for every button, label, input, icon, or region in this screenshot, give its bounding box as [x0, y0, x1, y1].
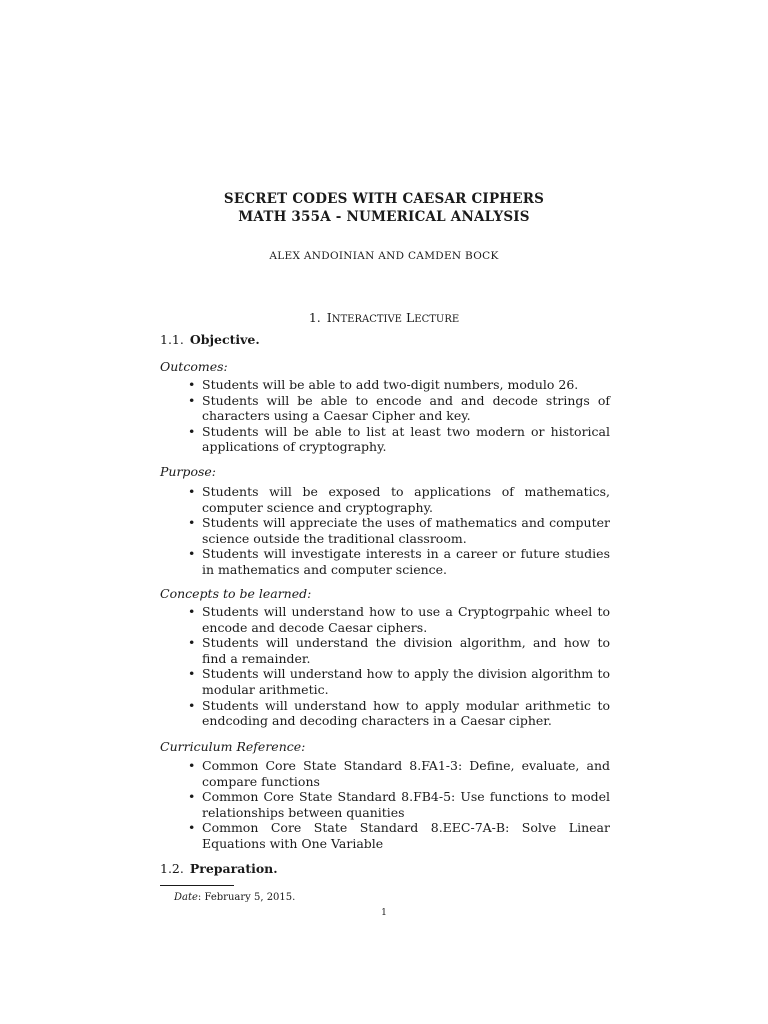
list-item-text: Students will understand how to apply the division algorithm to modular arithmetic. [202, 666, 610, 697]
bullet-icon: • [188, 697, 196, 713]
list-item [172, 484, 610, 515]
bullet-icon: • [188, 666, 196, 682]
list-item-text: Common Core State Standard 8.EEC-7A-B: Solve Linear Equations with One Variable [202, 820, 610, 851]
purpose-list [172, 484, 610, 578]
section-title-rest-2: ECTURE [414, 314, 460, 325]
curriculum-list [172, 758, 610, 852]
bullet-icon: • [188, 484, 196, 499]
bullet-icon: • [188, 423, 196, 439]
list-item-text: Common Core State Standard 8.FA1-3: Define, evaluate, and compare functions [202, 758, 610, 789]
paper-title-line-2: MATH 355A - NUMERICAL ANALYSIS [238, 209, 530, 225]
list-item [172, 820, 610, 851]
list-item [172, 515, 610, 546]
bullet-icon: • [188, 758, 196, 773]
curriculum-label: Curriculum Reference: [160, 739, 306, 754]
page-number: 1 [381, 908, 387, 918]
subsection-objective-heading [160, 332, 260, 347]
section-number: 1. [308, 310, 321, 325]
bullet-icon: • [188, 392, 196, 408]
list-item-text: Students will be able to encode and and decode strings of characters using a Caesar Cipher and key. [202, 392, 610, 424]
list-item [172, 377, 610, 393]
bullet-icon: • [188, 604, 196, 619]
section-title-initial-1: I [326, 310, 332, 325]
subsection-name: Preparation. [189, 861, 278, 876]
concepts-list [172, 604, 610, 729]
subsection-preparation-heading [160, 861, 278, 876]
list-item-text: Students will investigate interests in a career or future studies in mathematics and computer science. [202, 546, 610, 577]
list-item [172, 604, 610, 635]
section-title-rest-1: NTERACTIVE [331, 314, 402, 325]
section-heading [0, 310, 768, 325]
outcomes-label: Outcomes: [160, 359, 228, 374]
bullet-icon: • [188, 820, 196, 836]
bullet-icon: • [188, 789, 196, 805]
section-title-initial-2: L [405, 310, 415, 325]
list-item-text: Common Core State Standard 8.FB4-5: Use functions to model relationships between quanities [202, 789, 610, 820]
subsection-name: Objective. [189, 332, 260, 347]
bullet-icon: • [188, 635, 196, 651]
bullet-icon: • [188, 546, 196, 562]
subsection-number: 1.2. [160, 861, 184, 876]
bullet-icon: • [188, 377, 196, 392]
author-line: ALEX ANDOINIAN AND CAMDEN BOCK [269, 250, 499, 262]
list-item-text: Students will understand the division algorithm, and how to find a remainder. [202, 635, 610, 666]
footnote [174, 892, 295, 903]
list-item-text: Students will be exposed to applications of mathematics, computer science and cryptography. [202, 484, 610, 515]
list-item [172, 546, 610, 577]
list-item-text: Students will appreciate the uses of mathematics and computer science outside the traditional classroom. [202, 515, 610, 546]
list-item [172, 424, 610, 455]
list-item [172, 758, 610, 789]
footnote-rule [160, 885, 234, 886]
outcomes-list [172, 377, 610, 455]
list-item-text: Students will be able to list at least two modern or historical applications of cryptography. [202, 423, 610, 455]
purpose-label: Purpose: [160, 464, 216, 479]
list-item-text: Students will be able to add two-digit numbers, modulo 26. [202, 377, 579, 392]
footnote-label: Date [174, 892, 198, 903]
footnote-text: : February 5, 2015. [197, 892, 296, 903]
list-item [172, 635, 610, 666]
list-item-text: Students will understand how to use a Cryptogrpahic wheel to encode and decode Caesar ciphers. [202, 604, 610, 635]
paper-title-line-1: SECRET CODES WITH CAESAR CIPHERS [223, 191, 545, 207]
list-item [172, 789, 610, 820]
bullet-icon: • [188, 515, 196, 531]
concepts-label: Concepts to be learned: [160, 586, 312, 601]
list-item-text: Students will understand how to apply modular arithmetic to endcoding and decoding characters in a Caesar cipher. [202, 697, 610, 729]
subsection-number: 1.1. [160, 332, 184, 347]
list-item [172, 666, 610, 697]
list-item [172, 698, 610, 729]
list-item [172, 393, 610, 424]
